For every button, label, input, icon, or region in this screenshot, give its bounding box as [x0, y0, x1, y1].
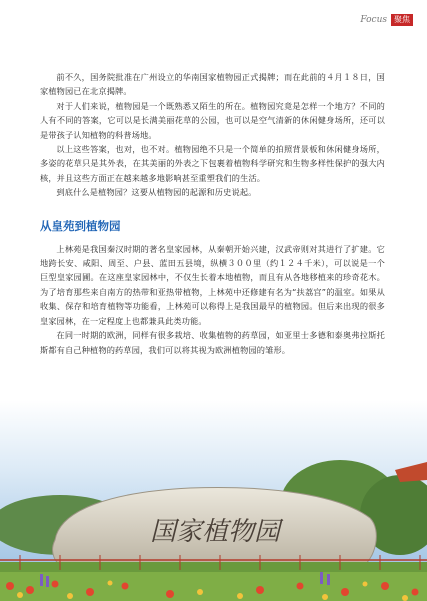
stone-inscription: 国家植物园: [149, 517, 281, 547]
intro-paragraph: 到底什么是植物园？这要从植物园的起源和历史说起。: [56, 187, 257, 198]
section-paragraph: 在同一时期的欧洲，同样有很多栽培、收集植物的药草园，如亚里士多德和泰奥弗拉斯托斯都有自己种植物的药草园，我们可以将其视为欧洲植物园的雏形。: [40, 330, 385, 355]
column-tag: 聚焦: [391, 14, 413, 26]
intro-section: [40, 70, 385, 200]
garden-photo: [0, 400, 427, 601]
section-paragraph: 上林苑是我国秦汉时期的著名皇家园林，从秦朝开始兴建，汉武帝则对其进行了扩建。它地跨长安、咸阳、周至、户县、蓝田五县境，纵横３００里（约１２４千米），可以说是一个巨型皇家园圃。在这座皇家园林中，不仅生长着本地植物，而且有从各地移植来的珍奇花木。为了培育那些来自南方的热带和亚热带植物，上林苑中还修建有名为“扶荔宫”的温室。如果从收集、保存和培育植物等功能看，上林苑可以称得上是我国最早的植物园。但后来出现的很多皇家园林，在一定程度上也都兼具此类功能。: [40, 243, 385, 326]
article-body: [40, 70, 385, 357]
intro-paragraph: 对于人们来说，植物园是一个既熟悉又陌生的所在。植物园究竟是怎样一个地方？不同的人有不同的答案，它可以是长满美丽花草的公园，也可以是空气清新的休闲健身场所，还可以是带孩子认知植物的科普场地。: [40, 100, 385, 140]
section-heading: 从皇苑到植物园: [40, 218, 121, 233]
page-header: [360, 14, 413, 26]
intro-paragraph: 前不久，国务院批准在广州设立的华南国家植物园正式揭牌；而在此前的４月１８日，国家植物园已在北京揭牌。: [40, 72, 385, 97]
column-label: Focus: [360, 15, 387, 25]
intro-paragraph: 以上这些答案，也对，也不对。植物园绝不只是一个简单的拍照背景板和休闲健身场所，多姿的花草只是其外表，在其美丽的外表之下包裹着植物科学研究和生物多样性保护的强大内核，并且这些方面正在越来越多地影响甚至重塑我们的生活。: [40, 144, 385, 183]
